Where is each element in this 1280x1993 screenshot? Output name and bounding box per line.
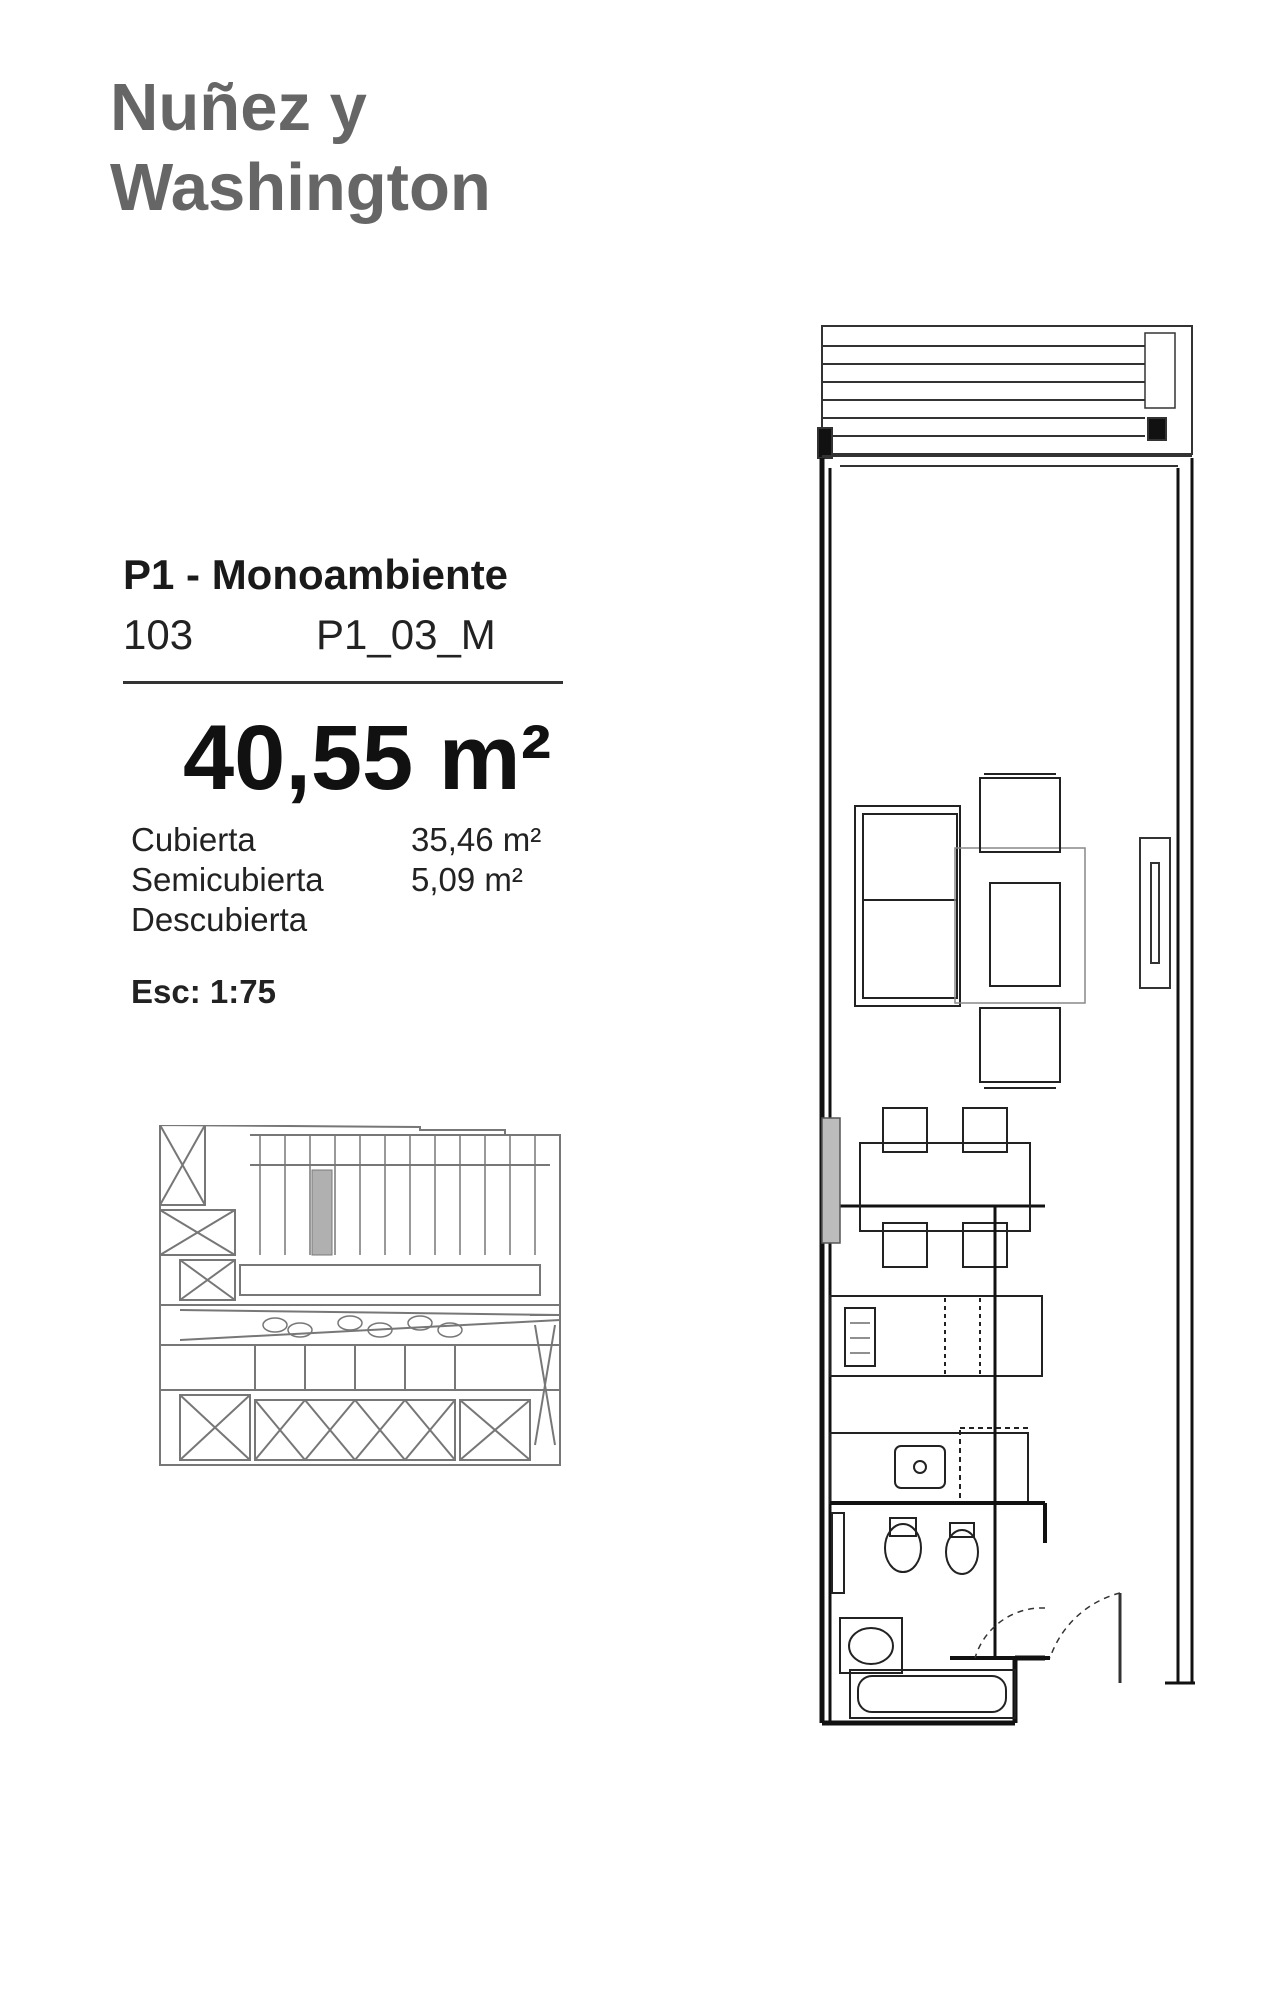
total-area: 40,55 m² (183, 707, 552, 809)
area-label: Semicubierta (131, 861, 324, 898)
title-line-1: Nuñez y (110, 70, 367, 145)
page-title (110, 68, 710, 228)
living-furniture (955, 774, 1085, 1088)
unit-number: 103 (123, 611, 194, 658)
area-value: 5,09 m² (411, 861, 523, 898)
building-key-plan-icon (150, 1125, 570, 1475)
unit-location-highlight (312, 1170, 332, 1255)
area-row (131, 900, 561, 940)
apartment-floor-plan-icon (800, 318, 1220, 1738)
area-label: Descubierta (131, 901, 308, 938)
walls (822, 458, 1195, 1723)
unit-type-label: P1 - Monoambiente (123, 551, 509, 598)
kitchen-counter (830, 1296, 1042, 1376)
area-label: Cubierta (131, 821, 256, 858)
area-breakdown (131, 820, 561, 940)
area-value: 35,46 m² (411, 821, 542, 858)
scale-label: Esc: 1:75 (131, 973, 276, 1010)
area-row (131, 820, 561, 860)
title-line-2: Washington (110, 150, 491, 225)
unit-codes (123, 605, 563, 665)
sofa (855, 806, 960, 1006)
area-row (131, 860, 561, 900)
balcony (818, 326, 1192, 458)
divider (123, 681, 563, 684)
kitchen-sink (830, 1428, 1028, 1503)
dining-table (860, 1108, 1030, 1267)
unit-code: P1_03_M (316, 611, 496, 658)
unit-info (123, 545, 563, 1010)
